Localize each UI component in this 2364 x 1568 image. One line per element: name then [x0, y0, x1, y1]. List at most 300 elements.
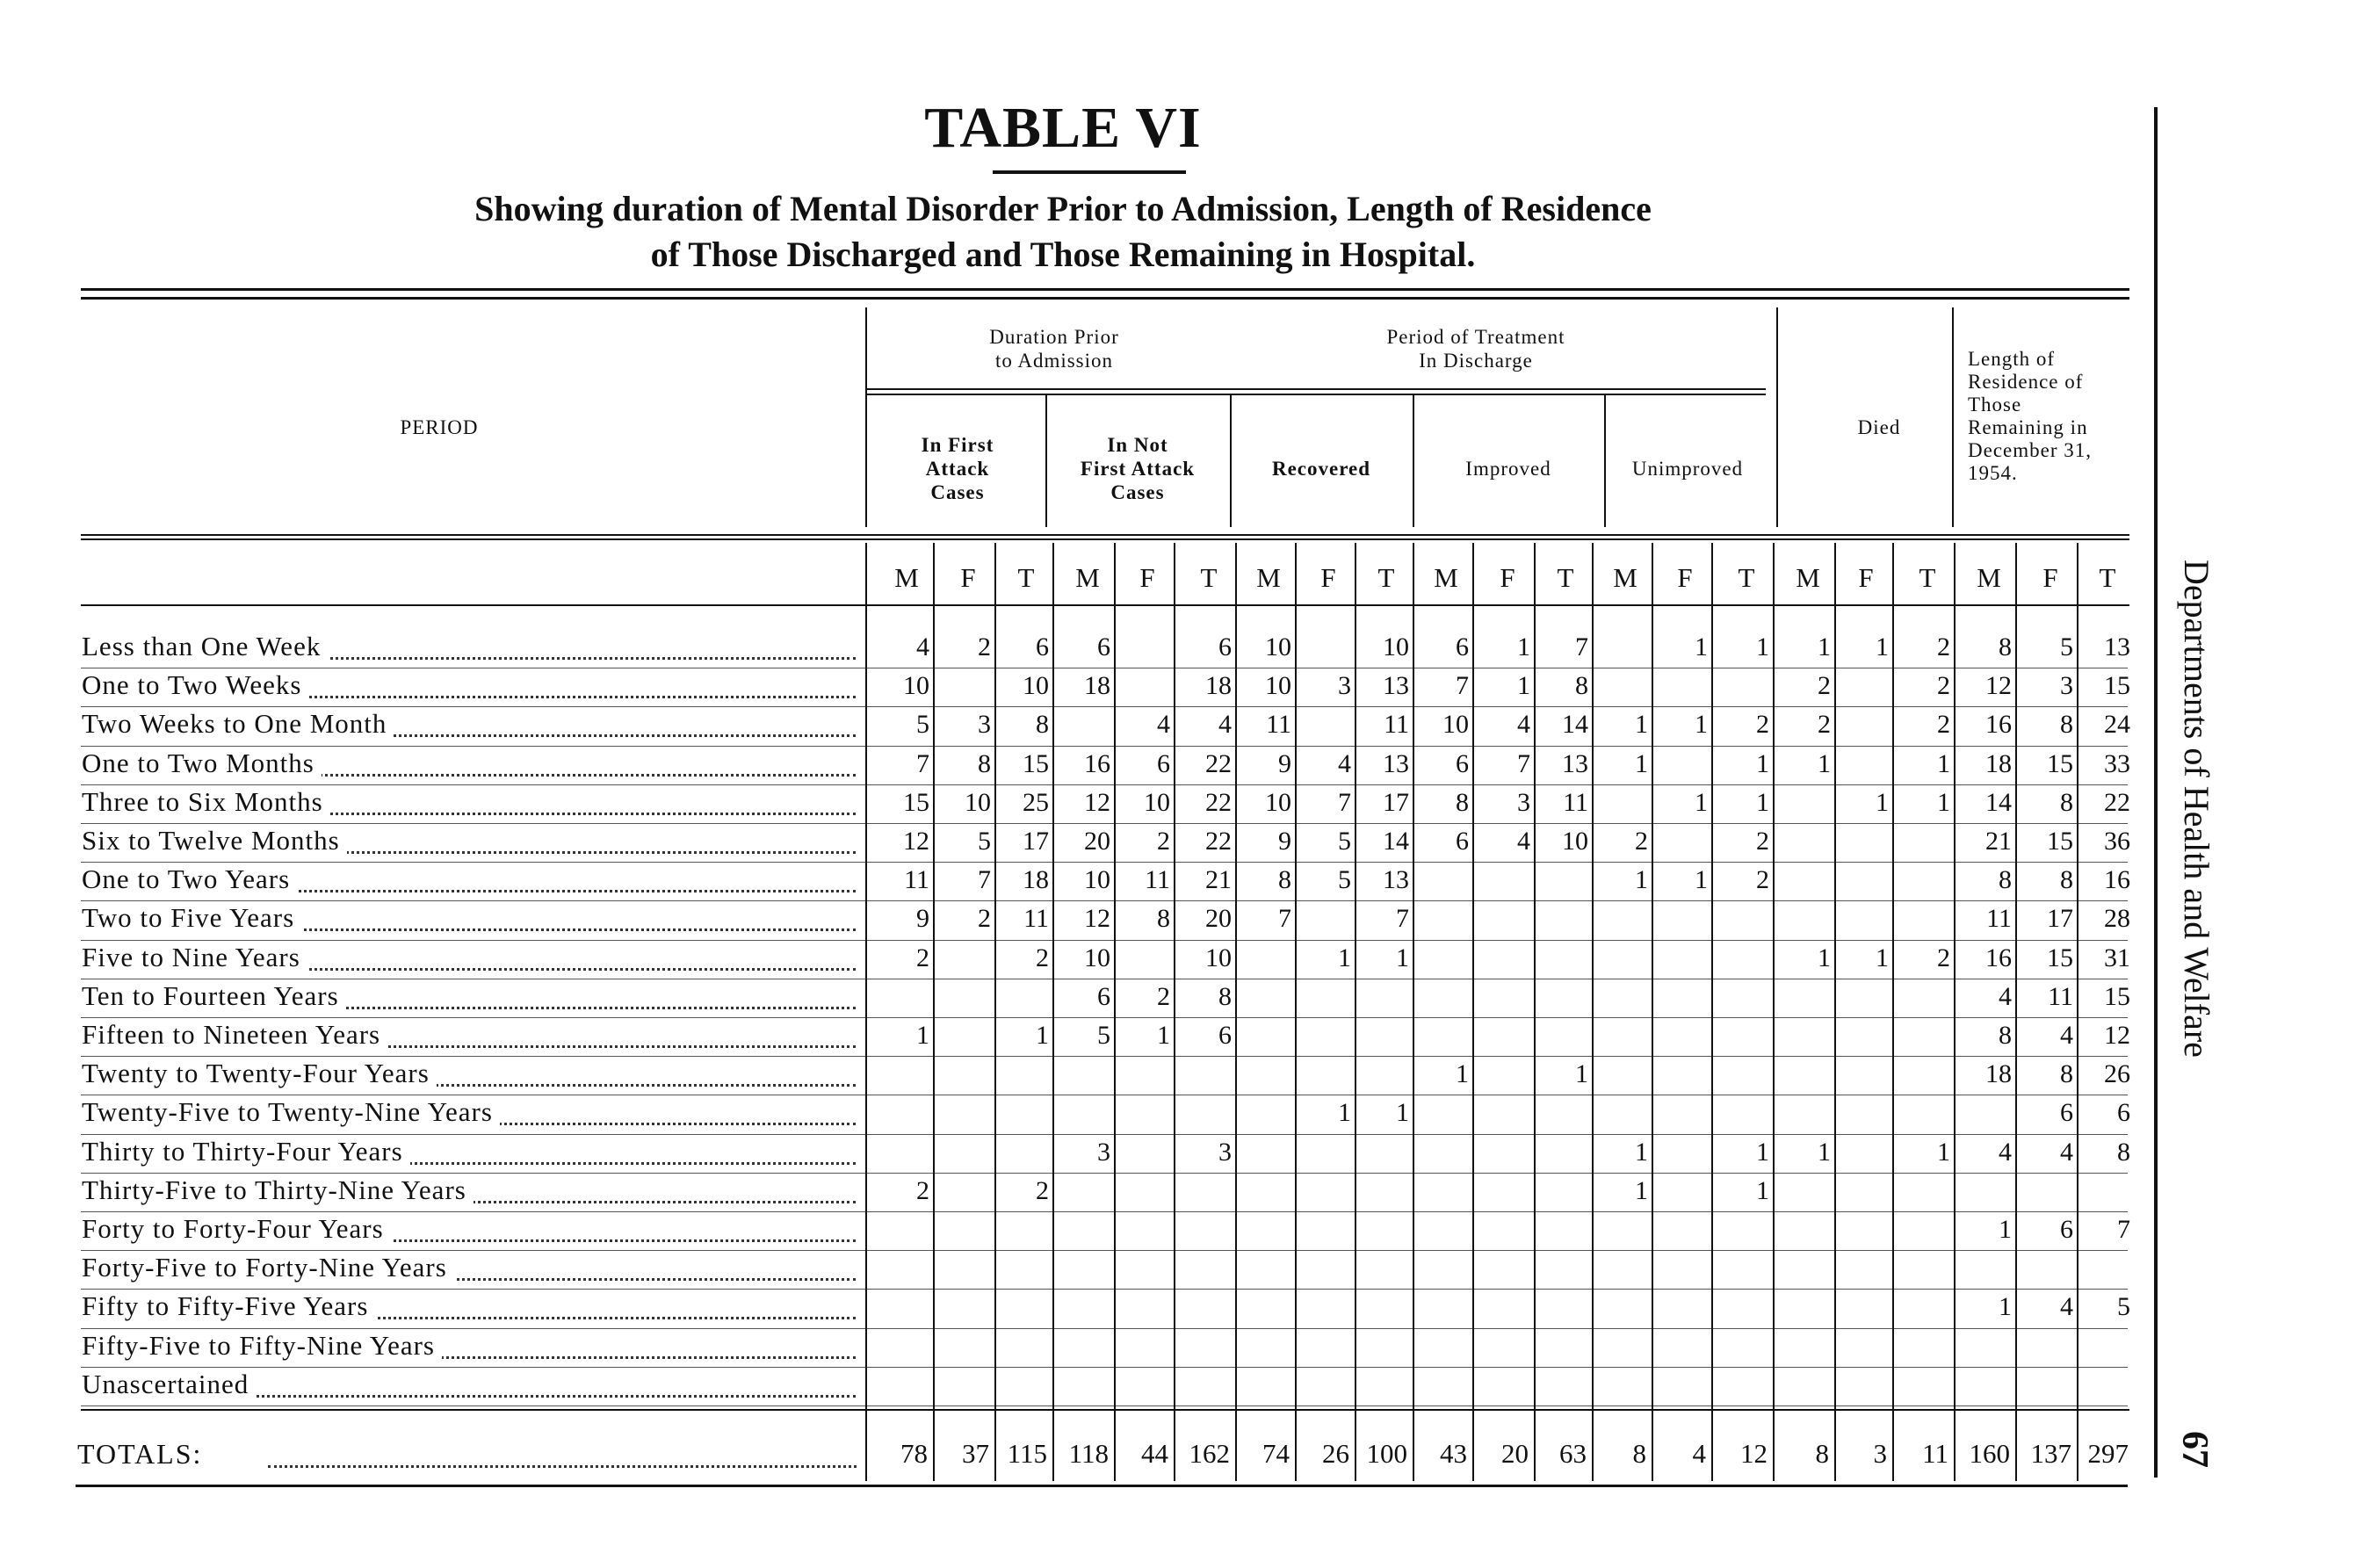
- table-cell: 15: [2104, 671, 2130, 701]
- header-period-treatment: [1283, 325, 1669, 372]
- row-period-label-text: Fifty to Fifty-Five Years: [82, 1290, 375, 1321]
- vline-group-2: [1045, 395, 1047, 527]
- table-cell: 4: [2060, 1137, 2073, 1167]
- totals-cell: 162: [1189, 1438, 1230, 1469]
- table-cell: 4: [1517, 827, 1530, 856]
- row-period-label-text: One to Two Years: [82, 863, 297, 894]
- column-divider: [1355, 543, 1356, 1481]
- mft-column-header: M: [1613, 562, 1637, 593]
- table-cell: 24: [2104, 710, 2130, 740]
- totals-cell: 44: [1141, 1438, 1168, 1469]
- label-column-divider: [865, 543, 867, 1481]
- row-period-label: [82, 786, 861, 821]
- table-cell: 10: [1265, 787, 1291, 817]
- mft-column-header: M: [1434, 562, 1458, 593]
- totals-cell: 4: [1692, 1438, 1706, 1469]
- header-duration-prior-line-1: Duration Prior: [989, 326, 1119, 348]
- table-cell: 22: [1205, 748, 1232, 778]
- table-cell: 11: [1266, 710, 1291, 740]
- side-running-title: Departments of Health and Welfare: [2177, 559, 2216, 1058]
- header-bottom-rule: [81, 534, 2129, 536]
- column-divider: [1235, 543, 1237, 1481]
- header-length-residence-line-1: Length of: [1968, 348, 2056, 370]
- row-period-label: [82, 1096, 861, 1131]
- mft-column-header: T: [1557, 562, 1574, 593]
- column-divider: [994, 543, 996, 1481]
- table-cell: 1: [1876, 943, 1889, 972]
- row-period-label: [82, 825, 861, 860]
- table-cell: 1: [1999, 1292, 2012, 1322]
- header-not-first-attack-line-3: Cases: [1110, 481, 1165, 503]
- table-cell: 20: [1205, 904, 1232, 934]
- mft-column-header: F: [2042, 562, 2058, 593]
- vline-group-3: [1230, 395, 1232, 527]
- table-cell: 22: [1205, 827, 1232, 856]
- table-cell: 8: [1157, 904, 1170, 934]
- header-recovered: Recovered: [1271, 458, 1371, 480]
- table-cell: 12: [903, 827, 929, 856]
- table-cell: 2: [916, 1175, 929, 1205]
- mft-column-header: T: [1377, 562, 1395, 593]
- row-period-label-text: Forty-Five to Forty-Nine Years: [82, 1252, 454, 1283]
- totals-label: TOTALS:: [77, 1438, 203, 1470]
- table-cell: 1: [1036, 1021, 1049, 1050]
- table-cell: 1: [1756, 632, 1769, 661]
- column-divider: [1413, 543, 1414, 1481]
- row-period-label-text: One to Two Weeks: [82, 669, 308, 700]
- table-cell: 4: [1338, 748, 1351, 778]
- totals-cell: 8: [1632, 1438, 1646, 1469]
- table-cell: 17: [2047, 904, 2073, 934]
- table-cell: 17: [1383, 787, 1409, 817]
- row-separator: [81, 1056, 2128, 1057]
- row-period-label-text: Forty to Forty-Four Years: [82, 1213, 391, 1244]
- row-period-label-text: One to Two Months: [82, 748, 322, 778]
- table-cell: 2: [1937, 671, 1950, 701]
- mft-column-header: F: [1500, 562, 1515, 593]
- column-divider: [1652, 543, 1653, 1481]
- table-cell: 6: [1456, 827, 1469, 856]
- row-period-label-text: Fifty-Five to Fifty-Nine Years: [82, 1330, 442, 1361]
- table-cell: 8: [1999, 632, 2012, 661]
- row-separator: [81, 746, 2128, 747]
- table-cell: 28: [2104, 904, 2130, 934]
- table-cell: 12: [1084, 787, 1110, 817]
- table-cell: 12: [1985, 671, 2012, 701]
- row-period-label: [82, 1174, 861, 1210]
- table-cell: 6: [1456, 632, 1469, 661]
- table-cell: 1: [1575, 1059, 1588, 1089]
- table-cell: 14: [1562, 710, 1588, 740]
- table-cell: 4: [1999, 1137, 2012, 1167]
- table-cell: 4: [2060, 1021, 2073, 1050]
- totals-cell: 297: [2087, 1438, 2129, 1469]
- row-separator: [81, 1289, 2128, 1290]
- table-cell: 11: [1023, 904, 1049, 934]
- table-cell: 3: [1517, 787, 1530, 817]
- table-cell: 1: [1999, 1215, 2012, 1244]
- row-separator: [81, 1405, 2128, 1406]
- row-period-label-text: Twenty to Twenty-Four Years: [82, 1058, 437, 1088]
- table-cell: 1: [1695, 632, 1708, 661]
- column-divider: [1114, 543, 1116, 1481]
- header-period-treatment-line-2: In Discharge: [1419, 350, 1533, 372]
- table-cell: 8: [2060, 787, 2073, 817]
- row-separator: [81, 823, 2128, 824]
- row-period-label: [82, 1290, 861, 1326]
- table-cell: 8: [1036, 710, 1049, 740]
- table-cell: 4: [1517, 710, 1530, 740]
- row-period-label-text: Two Weeks to One Month: [82, 708, 394, 739]
- row-separator: [81, 940, 2128, 941]
- table-cell: 1: [1635, 865, 1648, 895]
- table-cell: 7: [1575, 632, 1588, 661]
- table-cell: 1: [1517, 671, 1530, 701]
- table-cell: 1: [1635, 748, 1648, 778]
- header-length-residence-line-6: 1954.: [1968, 462, 2018, 484]
- table-cell: 5: [1097, 1021, 1110, 1050]
- mft-column-header: T: [1738, 562, 1755, 593]
- table-cell: 7: [916, 748, 929, 778]
- table-cell: 4: [1218, 710, 1232, 740]
- table-cell: 16: [2104, 865, 2130, 895]
- header-died: Died: [1857, 416, 1901, 438]
- table-cell: 33: [2104, 748, 2130, 778]
- table-cell: 14: [1985, 787, 2012, 817]
- table-cell: 6: [1218, 1021, 1232, 1050]
- table-cell: 8: [2060, 865, 2073, 895]
- table-cell: 1: [1756, 1137, 1769, 1167]
- mft-column-header: M: [1977, 562, 2001, 593]
- table-cell: 10: [1562, 827, 1588, 856]
- table-cell: 1: [1756, 748, 1769, 778]
- table-cell: 10: [1144, 787, 1170, 817]
- table-cell: 8: [1575, 671, 1588, 701]
- header-first-attack: [870, 433, 1045, 504]
- header-unimproved: Unimproved: [1631, 458, 1744, 480]
- table-cell: 1: [1338, 943, 1351, 972]
- table-cell: 10: [903, 671, 929, 701]
- row-separator: [81, 1250, 2128, 1251]
- row-period-label: [82, 1019, 861, 1054]
- vline-group-4: [1413, 395, 1414, 527]
- mft-column-header: F: [1858, 562, 1874, 593]
- mft-column-header: F: [1139, 562, 1155, 593]
- table-cell: 2: [1937, 943, 1950, 972]
- table-cell: 7: [1278, 904, 1291, 934]
- table-cell: 13: [1383, 865, 1409, 895]
- row-period-label: [82, 708, 861, 743]
- column-divider: [2077, 543, 2078, 1481]
- table-cell: 1: [1338, 1098, 1351, 1128]
- table-cell: 1: [1695, 710, 1708, 740]
- table-cell: 16: [1985, 943, 2012, 972]
- table-title: TABLE VI: [924, 96, 1202, 160]
- table-cell: 11: [1986, 904, 2012, 934]
- header-not-first-attack-line-2: First Attack: [1080, 458, 1196, 480]
- table-cell: 8: [1999, 865, 2012, 895]
- mft-column-header: T: [1919, 562, 1936, 593]
- column-divider: [1892, 543, 1894, 1481]
- totals-cell: 160: [1969, 1438, 2010, 1469]
- header-duration-prior-line-2: to Admission: [994, 350, 1114, 372]
- header-improved: Improved: [1465, 458, 1551, 480]
- row-separator: [81, 1211, 2128, 1212]
- table-cell: 1: [1157, 1021, 1170, 1050]
- table-cell: 6: [1157, 748, 1170, 778]
- column-divider: [1954, 543, 1956, 1481]
- table-cell: 1: [1635, 1137, 1648, 1167]
- row-period-label: [82, 1369, 861, 1404]
- row-period-label-text: Two to Five Years: [82, 902, 301, 933]
- table-cell: 5: [1338, 865, 1351, 895]
- table-cell: 8: [1218, 981, 1232, 1011]
- table-cell: 2: [916, 943, 929, 972]
- totals-cell: 20: [1501, 1438, 1529, 1469]
- row-period-label-text: Fifteen to Nineteen Years: [82, 1019, 387, 1050]
- header-first-attack-line-3: Cases: [930, 481, 985, 503]
- table-cell: 11: [1563, 787, 1588, 817]
- table-cell: 7: [978, 865, 991, 895]
- table-cell: 5: [1338, 827, 1351, 856]
- table-cell: 1: [1818, 748, 1831, 778]
- row-separator: [81, 1367, 2128, 1368]
- column-divider: [1711, 543, 1713, 1481]
- mft-column-header: F: [1677, 562, 1693, 593]
- column-divider: [1773, 543, 1775, 1481]
- table-cell: 6: [2060, 1098, 2073, 1128]
- table-cell: 8: [1999, 1021, 2012, 1050]
- table-cell: 7: [1396, 904, 1409, 934]
- table-cell: 6: [1036, 632, 1049, 661]
- top-double-rule-2: [81, 297, 2129, 300]
- table-cell: 13: [1562, 748, 1588, 778]
- vline-group-6: [1776, 307, 1778, 527]
- table-cell: 1: [1818, 632, 1831, 661]
- table-cell: 1: [1818, 943, 1831, 972]
- table-cell: 10: [1023, 671, 1049, 701]
- table-cell: 11: [1145, 865, 1170, 895]
- column-divider: [1592, 543, 1594, 1481]
- table-cell: 1: [1635, 710, 1648, 740]
- table-cell: 18: [1205, 671, 1232, 701]
- column-divider: [1534, 543, 1536, 1481]
- subtitle-line-1: Showing duration of Mental Disorder Prior to Admission, Length of Residence: [474, 189, 1652, 228]
- table-cell: 15: [903, 787, 929, 817]
- table-cell: 8: [2060, 710, 2073, 740]
- table-cell: 20: [1084, 827, 1110, 856]
- totals-cell: 8: [1815, 1438, 1829, 1469]
- table-cell: 3: [1218, 1137, 1232, 1167]
- column-divider: [1295, 543, 1297, 1481]
- table-cell: 7: [2117, 1215, 2130, 1244]
- table-cell: 4: [1999, 981, 2012, 1011]
- row-period-label-text: Three to Six Months: [82, 786, 330, 817]
- table-cell: 2: [1937, 632, 1950, 661]
- header-first-attack-line-2: Attack: [925, 458, 990, 480]
- column-divider: [1834, 543, 1836, 1481]
- table-cell: 10: [1383, 632, 1409, 661]
- vline-group-7: [1952, 307, 1954, 527]
- table-cell: 10: [1084, 865, 1110, 895]
- table-cell: 1: [1937, 748, 1950, 778]
- table-cell: 4: [916, 632, 929, 661]
- page-number: 67: [2174, 1431, 2215, 1468]
- mft-column-header: M: [1796, 562, 1820, 593]
- totals-dots: [268, 1465, 857, 1468]
- row-period-label: [82, 1136, 861, 1171]
- table-cell: 6: [1218, 632, 1232, 661]
- table-cell: 8: [2060, 1059, 2073, 1089]
- row-separator: [81, 784, 2128, 785]
- row-period-label: [82, 748, 861, 783]
- row-period-label-text: Thirty to Thirty-Four Years: [82, 1136, 410, 1167]
- row-period-label-text: Ten to Fourteen Years: [82, 980, 346, 1011]
- totals-bottom-rule: [76, 1485, 2128, 1487]
- table-cell: 6: [1456, 748, 1469, 778]
- table-cell: 2: [1818, 710, 1831, 740]
- table-cell: 15: [2104, 981, 2130, 1011]
- totals-cell: 118: [1068, 1438, 1109, 1469]
- table-cell: 12: [1084, 904, 1110, 934]
- table-cell: 1: [1937, 787, 1950, 817]
- table-cell: 2: [1157, 827, 1170, 856]
- header-not-first-attack: [1045, 433, 1230, 504]
- table-cell: 1: [1756, 1175, 1769, 1205]
- table-cell: 17: [1023, 827, 1049, 856]
- row-period-label: [82, 631, 861, 666]
- column-divider: [2015, 543, 2017, 1481]
- table-cell: 10: [1265, 632, 1291, 661]
- mft-column-header: T: [2099, 562, 2116, 593]
- table-cell: 25: [1023, 787, 1049, 817]
- totals-cell: 12: [1740, 1438, 1768, 1469]
- mft-column-header: M: [1256, 562, 1281, 593]
- table-cell: 4: [2060, 1292, 2073, 1322]
- row-period-label-text: Thirty-Five to Thirty-Nine Years: [82, 1174, 474, 1205]
- row-period-label: [82, 942, 861, 977]
- table-cell: 6: [1097, 981, 1110, 1011]
- mft-column-header: T: [1017, 562, 1035, 593]
- table-cell: 1: [1517, 632, 1530, 661]
- table-cell: 10: [1442, 710, 1469, 740]
- table-cell: 13: [2104, 632, 2130, 661]
- totals-cell: 26: [1322, 1438, 1349, 1469]
- table-cell: 7: [1517, 748, 1530, 778]
- table-cell: 1: [1876, 787, 1889, 817]
- table-cell: 8: [2117, 1137, 2130, 1167]
- header-not-first-attack-line-1: In Not: [1107, 434, 1168, 456]
- mft-bottom-rule: [81, 604, 2129, 606]
- table-cell: 4: [1157, 710, 1170, 740]
- header-first-attack-line-1: In First: [921, 434, 994, 456]
- table-cell: 21: [1205, 865, 1232, 895]
- table-cell: 6: [2060, 1215, 2073, 1244]
- row-period-label: [82, 1252, 861, 1287]
- row-period-label-text: Less than One Week: [82, 631, 328, 661]
- table-cell: 1: [916, 1021, 929, 1050]
- table-subtitle: [0, 186, 2126, 278]
- totals-cell: 63: [1559, 1438, 1587, 1469]
- table-cell: 22: [1205, 787, 1232, 817]
- table-cell: 2: [978, 904, 991, 934]
- totals-cell: 78: [900, 1438, 928, 1469]
- table-cell: 6: [2117, 1098, 2130, 1128]
- header-bottom-rule-2: [81, 538, 2129, 540]
- totals-cell: 137: [2030, 1438, 2071, 1469]
- vline-group-5: [1604, 395, 1606, 527]
- table-cell: 5: [978, 827, 991, 856]
- table-cell: 2: [1756, 710, 1769, 740]
- table-cell: 2: [1036, 943, 1049, 972]
- header-length-residence-line-2: Residence of: [1968, 371, 2084, 393]
- table-cell: 2: [1937, 710, 1950, 740]
- table-cell: 36: [2104, 827, 2130, 856]
- mft-column-header: T: [1200, 562, 1218, 593]
- table-cell: 1: [1756, 787, 1769, 817]
- top-double-rule-1: [81, 288, 2129, 291]
- vline-group-1: [865, 307, 867, 527]
- table-cell: 26: [2104, 1059, 2130, 1089]
- table-cell: 8: [978, 748, 991, 778]
- table-cell: 10: [965, 787, 991, 817]
- column-divider: [1174, 543, 1175, 1481]
- table-cell: 15: [2047, 827, 2073, 856]
- table-cell: 15: [2047, 943, 2073, 972]
- row-separator: [81, 1134, 2128, 1135]
- table-cell: 3: [2060, 671, 2073, 701]
- row-period-label-text: Twenty-Five to Twenty-Nine Years: [82, 1096, 500, 1127]
- totals-cell: 100: [1366, 1438, 1407, 1469]
- table-cell: 8: [1456, 787, 1469, 817]
- table-cell: 1: [1876, 632, 1889, 661]
- table-cell: 9: [1278, 827, 1291, 856]
- table-cell: 1: [1937, 1137, 1950, 1167]
- mft-column-header: F: [960, 562, 976, 593]
- row-period-label: [82, 863, 861, 899]
- table-cell: 13: [1383, 748, 1409, 778]
- table-cell: 21: [1985, 827, 2012, 856]
- mft-column-header: F: [1320, 562, 1336, 593]
- table-cell: 2: [1756, 827, 1769, 856]
- table-cell: 12: [2104, 1021, 2130, 1050]
- row-separator: [81, 706, 2128, 707]
- subtitle-line-2: of Those Discharged and Those Remaining in Hospital.: [650, 235, 1476, 274]
- table-cell: 5: [2060, 632, 2073, 661]
- table-cell: 14: [1383, 827, 1409, 856]
- table-cell: 5: [916, 710, 929, 740]
- totals-cell: 115: [1007, 1438, 1047, 1469]
- table-cell: 1: [1635, 1175, 1648, 1205]
- table-cell: 18: [1985, 1059, 2012, 1089]
- table-cell: 15: [2047, 748, 2073, 778]
- table-cell: 1: [1396, 943, 1409, 972]
- header-period-treatment-line-1: Period of Treatment: [1386, 326, 1565, 348]
- column-divider: [1052, 543, 1054, 1481]
- row-period-label: [82, 1058, 861, 1093]
- column-divider: [1472, 543, 1474, 1481]
- totals-cell: 43: [1440, 1438, 1467, 1469]
- table-cell: 2: [978, 632, 991, 661]
- row-separator: [81, 1173, 2128, 1174]
- table-cell: 10: [1084, 943, 1110, 972]
- table-cell: 5: [2117, 1292, 2130, 1322]
- table-cell: 16: [1985, 710, 2012, 740]
- header-rule-sub: [865, 394, 1766, 395]
- row-separator: [81, 900, 2128, 901]
- table-cell: 9: [1278, 748, 1291, 778]
- row-period-label: [82, 902, 861, 937]
